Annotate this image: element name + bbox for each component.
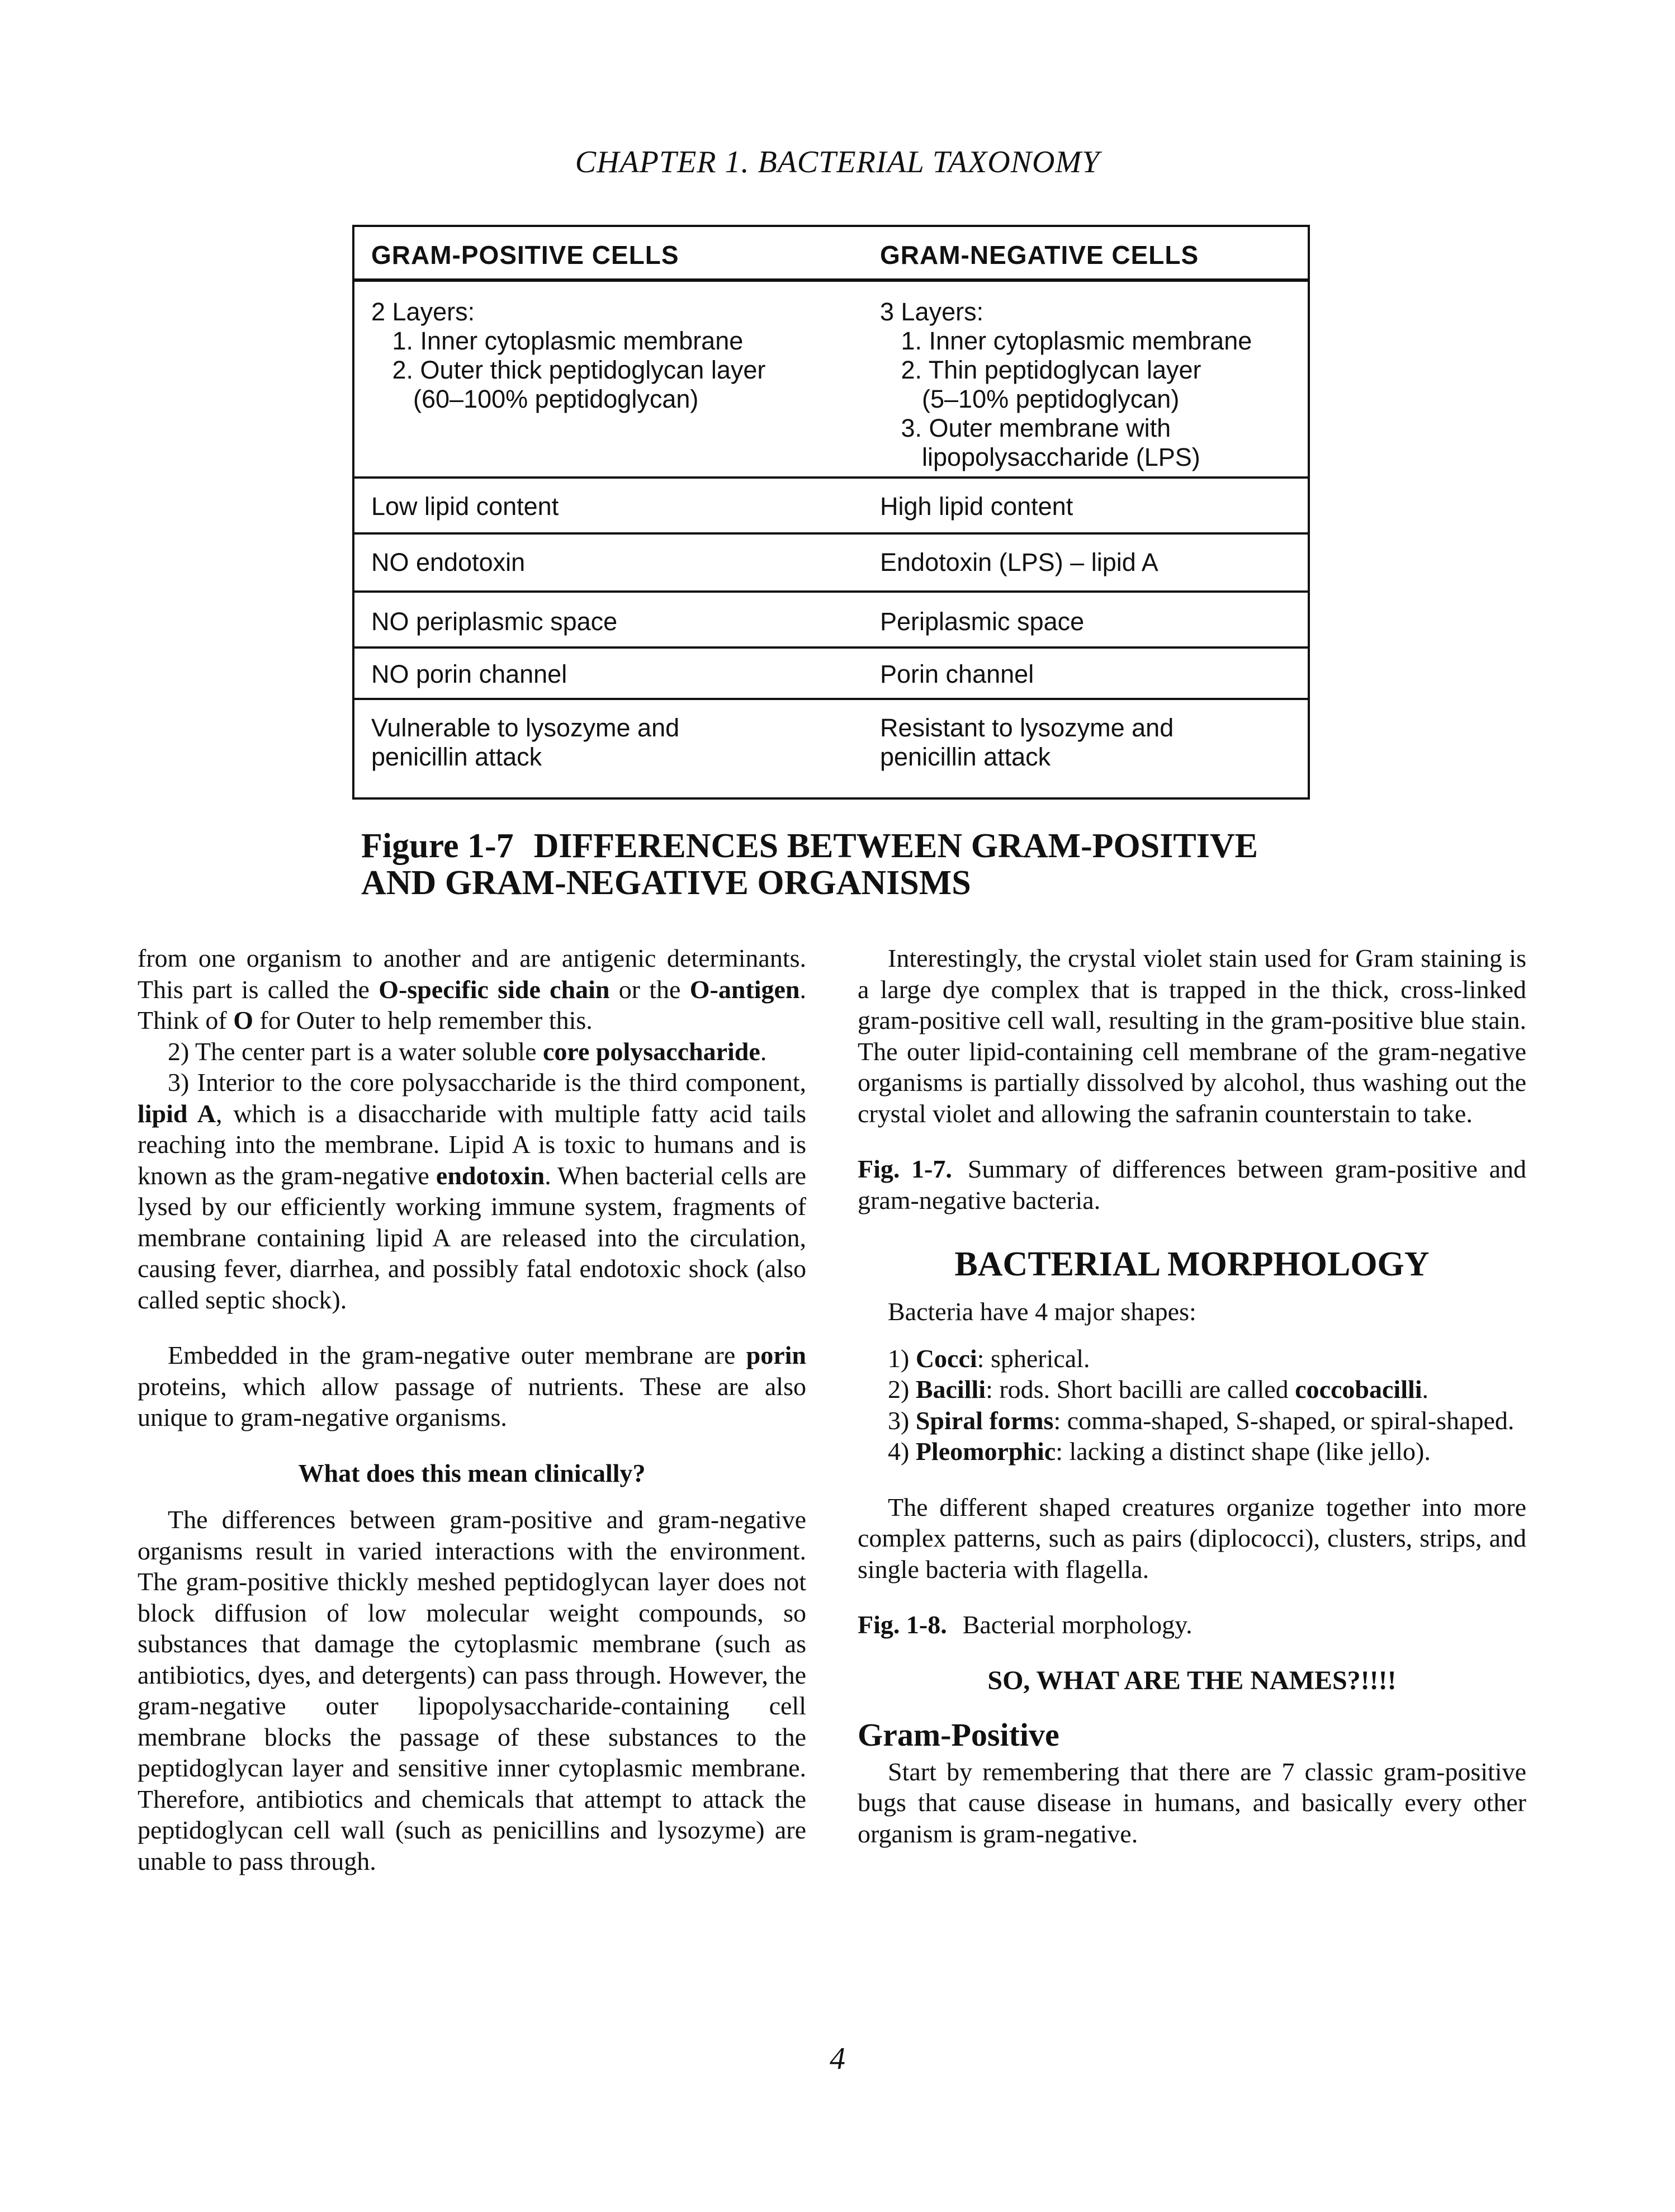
paragraph-porin: Embedded in the gram-negative outer membrane are porin proteins, which allow passage of nutrients. These are also unique to gram-negative organisms.	[138, 1341, 806, 1431]
figure-title-line-1: DIFFERENCES BETWEEN GRAM-POSITIVE	[533, 827, 1258, 865]
cell-positive-porin: NO porin channel	[371, 660, 567, 688]
cell-negative-endotoxin: Endotoxin (LPS) – lipid A	[880, 548, 1158, 576]
shapes-intro: Bacteria have 4 major shapes:	[888, 1297, 1196, 1326]
question-heading: What does this mean clinically?	[298, 1458, 646, 1487]
table-row-lysozyme	[354, 700, 1308, 800]
section-title: BACTERIAL MORPHOLOGY	[954, 1245, 1430, 1283]
cell-negative-periplasmic: Periplasmic space	[880, 607, 1085, 636]
paragraph-o-antigen: from one organism to another and are antigenic determinants. This part is called the O-specific side chain or the O-antigen. Think of O for Outer to help remember this.	[138, 944, 806, 1034]
shape-item-spiral: 3) Spiral forms: comma-shaped, S-shaped, or spiral-shaped.	[888, 1406, 1515, 1435]
comparison-table	[352, 225, 1310, 800]
shape-item-pleomorphic: 4) Pleomorphic: lacking a distinct shape (like jello).	[888, 1437, 1431, 1466]
table-header-row	[354, 227, 1308, 282]
figure-title-line-2: AND GRAM-NEGATIVE ORGANISMS	[361, 864, 971, 902]
cell-positive-lysozyme: Vulnerable to lysozyme and penicillin attack	[371, 713, 680, 771]
header-gram-negative: GRAM-NEGATIVE CELLS	[880, 240, 1199, 270]
paragraph-clinical: The differences between gram-positive and gram-negative organisms result in varied interactions with the environment. The gram-positive thickly meshed peptidoglycan layer does not block diffusion of low molecular weight compounds, so substances that damage the cytoplasmic membrane (such as antibiotics, dyes, and detergents) can pass through. However, the gram-negative outer lipopolysaccharide-containing cell membrane blocks the passage of these substances to the peptidoglycan layer and sensitive inner cytoplasmic membrane. Therefore, antibiotics and chemicals that attempt to attack the peptidoglycan cell wall (such as penicillins and lysozyme) are unable to pass through.	[138, 1505, 806, 1875]
table-row-porin	[354, 649, 1308, 700]
figure-reference-1-7: Fig. 1-7. Summary of differences between gram-positive and gram-negative bacteria.	[858, 1155, 1526, 1214]
paragraph-patterns: The different shaped creatures organize together into more complex patterns, such as pairs (diplococci), clusters, strips, and single bacteria with flagella.	[858, 1492, 1526, 1584]
cell-negative-layers: 3 Layers: 1. Inner cytoplasmic membrane 2. Thin peptidoglycan layer (5–10% peptidoglycan) 3. Outer membrane with lipopolysaccharide (LPS)	[880, 297, 1252, 471]
paragraph-core-polysaccharide: 2) The center part is a water soluble core polysaccharide.	[168, 1037, 767, 1066]
cell-positive-layers: 2 Layers: 1. Inner cytoplasmic membrane 2. Outer thick peptidoglycan layer (60–100% peptidoglycan)	[371, 297, 766, 413]
page-number: 4	[830, 2041, 845, 2076]
table-row-lipid	[354, 479, 1308, 535]
cell-positive-periplasmic: NO periplasmic space	[371, 607, 618, 636]
cell-negative-porin: Porin channel	[880, 660, 1034, 688]
table-row-periplasmic	[354, 593, 1308, 649]
figure-caption	[361, 828, 1368, 901]
paragraph-lipid-a: 3) Interior to the core polysaccharide is the third component, lipid A, which is a disaccharide with multiple fatty acid tails reaching into the membrane. Lipid A is toxic to humans and is known as the gram-negative endotoxin. When bacterial cells are lysed by our efficiently working immune system, fragments of membrane containing lipid A are released into the circulation, causing fever, diarrhea, and possibly fatal endotoxic shock (also called septic shock).	[138, 1068, 806, 1314]
cell-positive-lipid: Low lipid content	[371, 492, 559, 521]
gram-positive-subhead: Gram-Positive	[858, 1717, 1059, 1753]
shape-item-bacilli: 2) Bacilli: rods. Short bacilli are called coccobacilli.	[888, 1375, 1429, 1403]
cell-negative-lipid: High lipid content	[880, 492, 1073, 521]
figure-number: Figure 1-7	[361, 827, 514, 865]
left-column	[138, 943, 806, 1877]
running-head: CHAPTER 1. BACTERIAL TAXONOMY	[575, 145, 1100, 179]
cell-positive-endotoxin: NO endotoxin	[371, 548, 526, 576]
paragraph-gram-positive: Start by remembering that there are 7 classic gram-positive bugs that cause disease in humans, and basically every other organism is gram-negative.	[858, 1757, 1526, 1848]
cell-negative-lysozyme: Resistant to lysozyme and penicillin attack	[880, 713, 1174, 771]
names-heading: SO, WHAT ARE THE NAMES?!!!!	[987, 1665, 1397, 1695]
paragraph-gram-stain: Interestingly, the crystal violet stain used for Gram staining is a large dye complex that is trapped in the thick, cross-linked gram-positive cell wall, resulting in the gram-positive blue stain. The outer lipid-containing cell membrane of the gram-negative organisms is partially dissolved by alcohol, thus washing out the crystal violet and allowing the safranin counterstain to take.	[858, 944, 1526, 1128]
table-row-layers	[354, 282, 1308, 479]
shape-item-cocci: 1) Cocci: spherical.	[888, 1344, 1090, 1373]
table-row-endotoxin	[354, 535, 1308, 593]
right-column	[858, 943, 1526, 1849]
header-gram-positive: GRAM-POSITIVE CELLS	[371, 240, 679, 270]
figure-reference-1-8: Fig. 1-8. Bacterial morphology.	[858, 1610, 1193, 1639]
